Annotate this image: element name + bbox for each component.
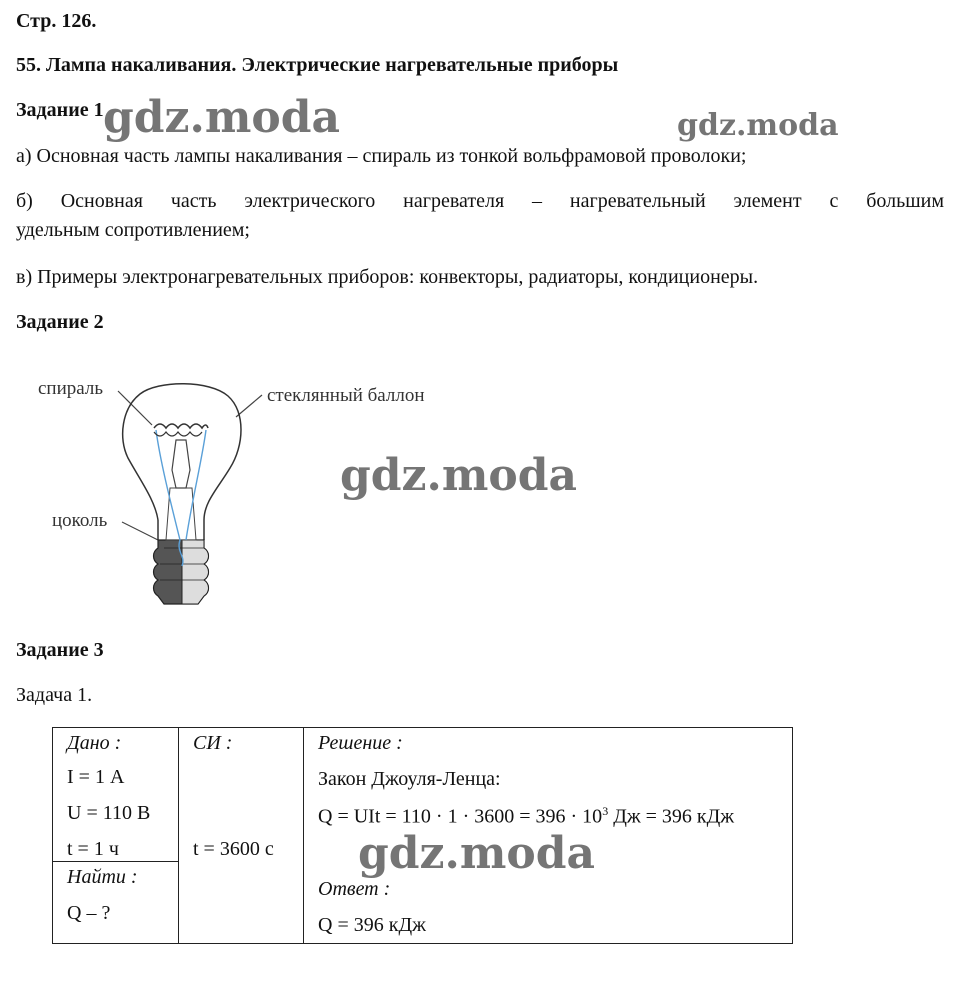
find-cell: Найти : Q – ? bbox=[53, 862, 179, 944]
given-current: I = 1 А bbox=[67, 766, 125, 788]
solution-title: Решение bbox=[318, 732, 392, 754]
formula-exponent: 3 bbox=[602, 804, 609, 818]
answer-value: Q = 396 кДж bbox=[318, 914, 426, 936]
law-name: Закон Джоуля-Ленца: bbox=[318, 768, 501, 790]
label-glass-bulb: стеклянный баллон bbox=[267, 385, 425, 406]
formula bbox=[318, 804, 734, 829]
si-time-value: t = 3600 с bbox=[193, 838, 274, 860]
formula-main: Q = UIt = 110 · 1 · 3600 = 396 · 10 bbox=[318, 805, 603, 828]
formula-tail: Дж = 396 кДж bbox=[608, 805, 735, 828]
task2-heading: Задание 2 bbox=[16, 311, 104, 333]
task1-heading: Задание 1 bbox=[16, 99, 104, 121]
given-voltage: U = 110 В bbox=[67, 802, 151, 824]
watermark-logo-1: gdz.moda bbox=[103, 92, 341, 143]
given-cell: Дано : I = 1 А U = 110 В t = 1 ч bbox=[53, 728, 179, 862]
task1-item-b-line2: удельным сопротивлением; bbox=[16, 219, 250, 241]
given-title: Дано bbox=[67, 732, 110, 754]
page-reference: Стр. 126. bbox=[16, 10, 97, 32]
si-cell: СИ : t = 3600 с bbox=[179, 728, 304, 944]
watermark-logo-3: gdz.moda bbox=[340, 450, 578, 501]
watermark-logo-2: gdz.moda bbox=[677, 108, 839, 143]
task1-item-b-line1: б) Основная часть электрического нагревателя – нагревательный элемент с большим bbox=[16, 190, 944, 212]
find-value: Q – ? bbox=[67, 902, 111, 924]
section-title: 55. Лампа накаливания. Электрические нагревательные приборы bbox=[16, 54, 619, 76]
label-spiral: спираль bbox=[38, 378, 104, 399]
task3-heading: Задание 3 bbox=[16, 639, 104, 661]
find-title: Найти bbox=[67, 866, 126, 888]
task1-item-a: а) Основная часть лампы накаливания – спираль из тонкой вольфрамовой проволоки; bbox=[16, 145, 747, 167]
answer-title: Ответ bbox=[318, 878, 379, 900]
given-time: t = 1 ч bbox=[67, 838, 119, 860]
problem-number: Задача 1. bbox=[16, 684, 93, 706]
watermark-logo-4: gdz.moda bbox=[358, 828, 596, 879]
solution-cell: Решение : Закон Джоуля-Ленца: Q = UIt = $110 \cdot 1 \cdot 3600 = 396 \cdot 10^3$ Дж = 396 кДж Ответ : Q = 396 кДж bbox=[304, 728, 793, 944]
si-title: СИ bbox=[193, 732, 221, 754]
task1-item-c: в) Примеры электронагревательных приборов: конвекторы, радиаторы, кондиционеры. bbox=[16, 266, 759, 288]
label-base: цоколь bbox=[52, 510, 108, 531]
light-bulb-diagram bbox=[0, 360, 300, 620]
